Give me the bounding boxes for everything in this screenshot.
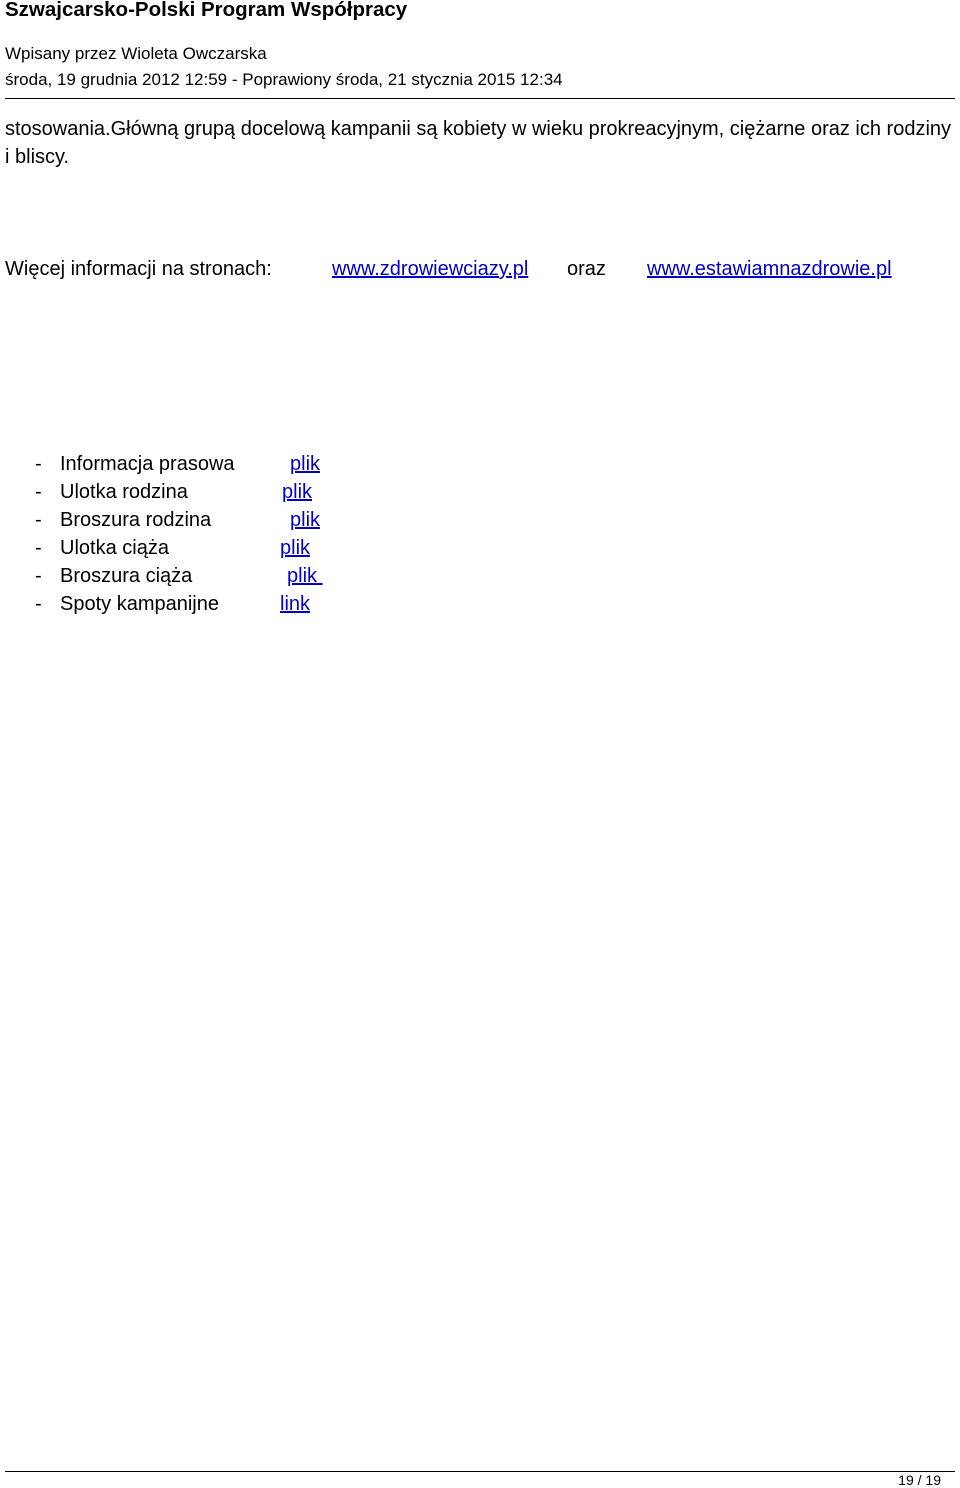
body-paragraph: stosowania.Główną grupą docelową kampanii są kobiety w wieku prokreacyjnym, ciężarne oraz ich rodziny i bliscy. bbox=[5, 118, 952, 168]
list-dash: - bbox=[35, 593, 42, 615]
list-dash: - bbox=[35, 565, 42, 587]
resource-label: Broszura rodzina bbox=[60, 509, 212, 531]
resource-label: Spoty kampanijne bbox=[60, 593, 219, 615]
resource-link-spoty-kampanijne[interactable]: link bbox=[280, 593, 311, 615]
link-zdrowiewciazy[interactable]: www.zdrowiewciazy.pl bbox=[332, 258, 529, 280]
list-dash: - bbox=[35, 537, 42, 559]
resource-link-ulotka-ciaza[interactable]: plik bbox=[280, 537, 311, 559]
resource-label: Ulotka rodzina bbox=[60, 481, 188, 503]
header-divider bbox=[5, 98, 955, 99]
resource-label: Ulotka ciąża bbox=[60, 537, 169, 559]
link-estawiamnazdrowie[interactable]: www.estawiamnazdrowie.pl bbox=[647, 258, 892, 280]
author-line: Wpisany przez Wioleta Owczarska bbox=[5, 44, 267, 63]
page-title: Szwajcarsko-Polski Program Współpracy bbox=[5, 0, 408, 21]
resource-link-ulotka-rodzina[interactable]: plik bbox=[282, 481, 313, 503]
footer-divider bbox=[5, 1471, 955, 1472]
resource-link-informacja-prasowa[interactable]: plik bbox=[290, 453, 321, 475]
resource-label: Broszura ciąża bbox=[60, 565, 193, 587]
more-info-connector: oraz bbox=[567, 258, 606, 280]
more-info-label: Więcej informacji na stronach: bbox=[5, 258, 272, 280]
page-number: 19 / 19 bbox=[898, 1472, 941, 1488]
resource-link-broszura-rodzina[interactable]: plik bbox=[290, 509, 321, 531]
list-dash: - bbox=[35, 481, 42, 503]
list-dash: - bbox=[35, 453, 42, 475]
dates-line: środa, 19 grudnia 2012 12:59 - Poprawiony środa, 21 stycznia 2015 12:34 bbox=[5, 70, 563, 89]
list-dash: - bbox=[35, 509, 42, 531]
resource-link-broszura-ciaza[interactable]: plik bbox=[287, 565, 323, 587]
resource-label: Informacja prasowa bbox=[60, 453, 235, 475]
